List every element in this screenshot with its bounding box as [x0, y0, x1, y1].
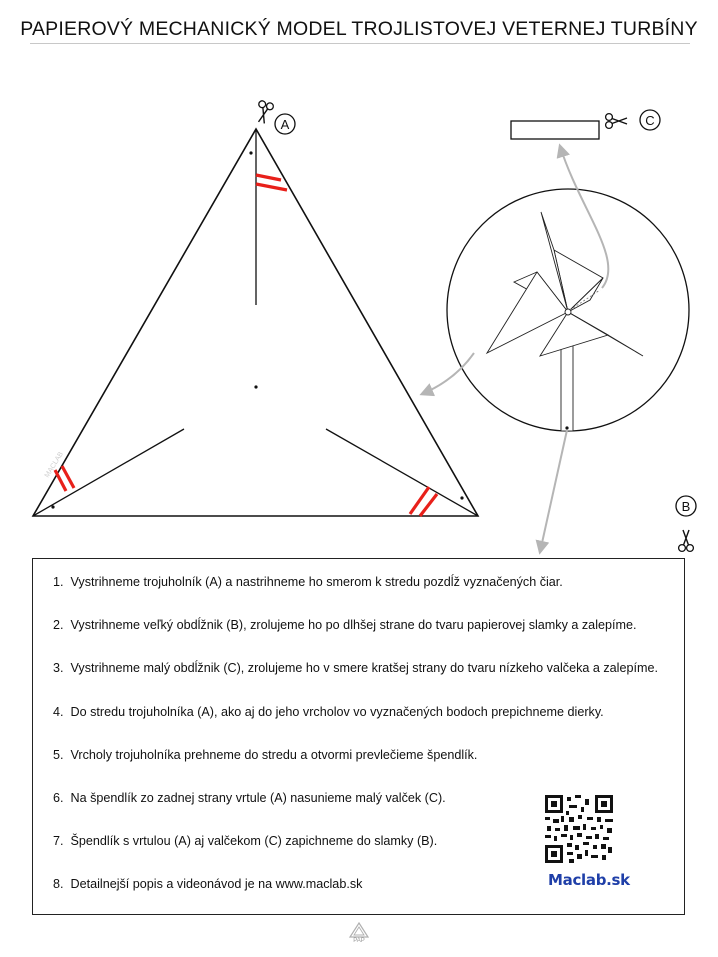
hole-right — [460, 496, 463, 499]
watermark: MACLAB — [43, 450, 65, 480]
rectangle-c — [511, 121, 599, 139]
steps-list — [53, 575, 658, 921]
recycle-icon — [348, 922, 370, 938]
cut-line-right — [326, 429, 478, 516]
recycle-mark — [344, 922, 374, 944]
scissors-icon — [679, 530, 694, 551]
pinwheel-illustration — [487, 212, 643, 431]
step-item: 3. Vystrihneme malý obdĺžnik (C), zrolujeme ho v smere kratšej strany do tvaru nízkeho valčeka a zalepíme. — [53, 661, 658, 676]
hole-left — [51, 505, 54, 508]
step-item: 2. Vystrihneme veľký obdĺžnik (B), zrolujeme ho po dlhšej strane do tvaru papierovej slamky a zalepíme. — [53, 618, 637, 633]
page-title: PAPIEROVÝ MECHANICKÝ MODEL TROJLISTOVEJ VETERNEJ TURBÍNY — [20, 18, 698, 40]
step-item: 1. Vystrihneme trojuholník (A) a nastrihneme ho smerom k stredu pozdĺž vyznačených čiar. — [53, 575, 563, 589]
scissors-icon — [254, 100, 274, 125]
hole-top — [249, 151, 252, 154]
step-item: 7. Špendlík s vrtulou (A) aj valčekom (C) zapichneme do slamky (B). — [53, 834, 438, 849]
step-item: 8. Detailnejší popis a videonávod je na www.maclab.sk — [53, 877, 363, 892]
step-item: 4. Do stredu trojuholníka (A), ako aj do jeho vrcholov vo vyznačených bodoch prepichneme dierky. — [53, 704, 604, 719]
step-item: 6. Na špendlík zo zadnej strany vrtule (A) nasunieme malý valček (C). — [53, 790, 446, 805]
label-b: B — [681, 499, 691, 514]
hole-center — [254, 385, 257, 388]
step-item: 5. Vrcholy trojuholníka prehneme do stredu a otvormi prevlečieme špendlík. — [53, 747, 478, 762]
label-a: A — [280, 117, 290, 132]
brand-logo: Maclab.sk — [548, 871, 630, 889]
qr-code-icon — [545, 795, 613, 863]
arrow-to-a — [422, 353, 474, 394]
scissors-icon — [606, 114, 627, 129]
instructions-panel — [32, 558, 685, 915]
label-c: C — [645, 113, 655, 128]
recycle-code: PAP — [353, 938, 365, 944]
arrow-to-b — [540, 430, 567, 552]
